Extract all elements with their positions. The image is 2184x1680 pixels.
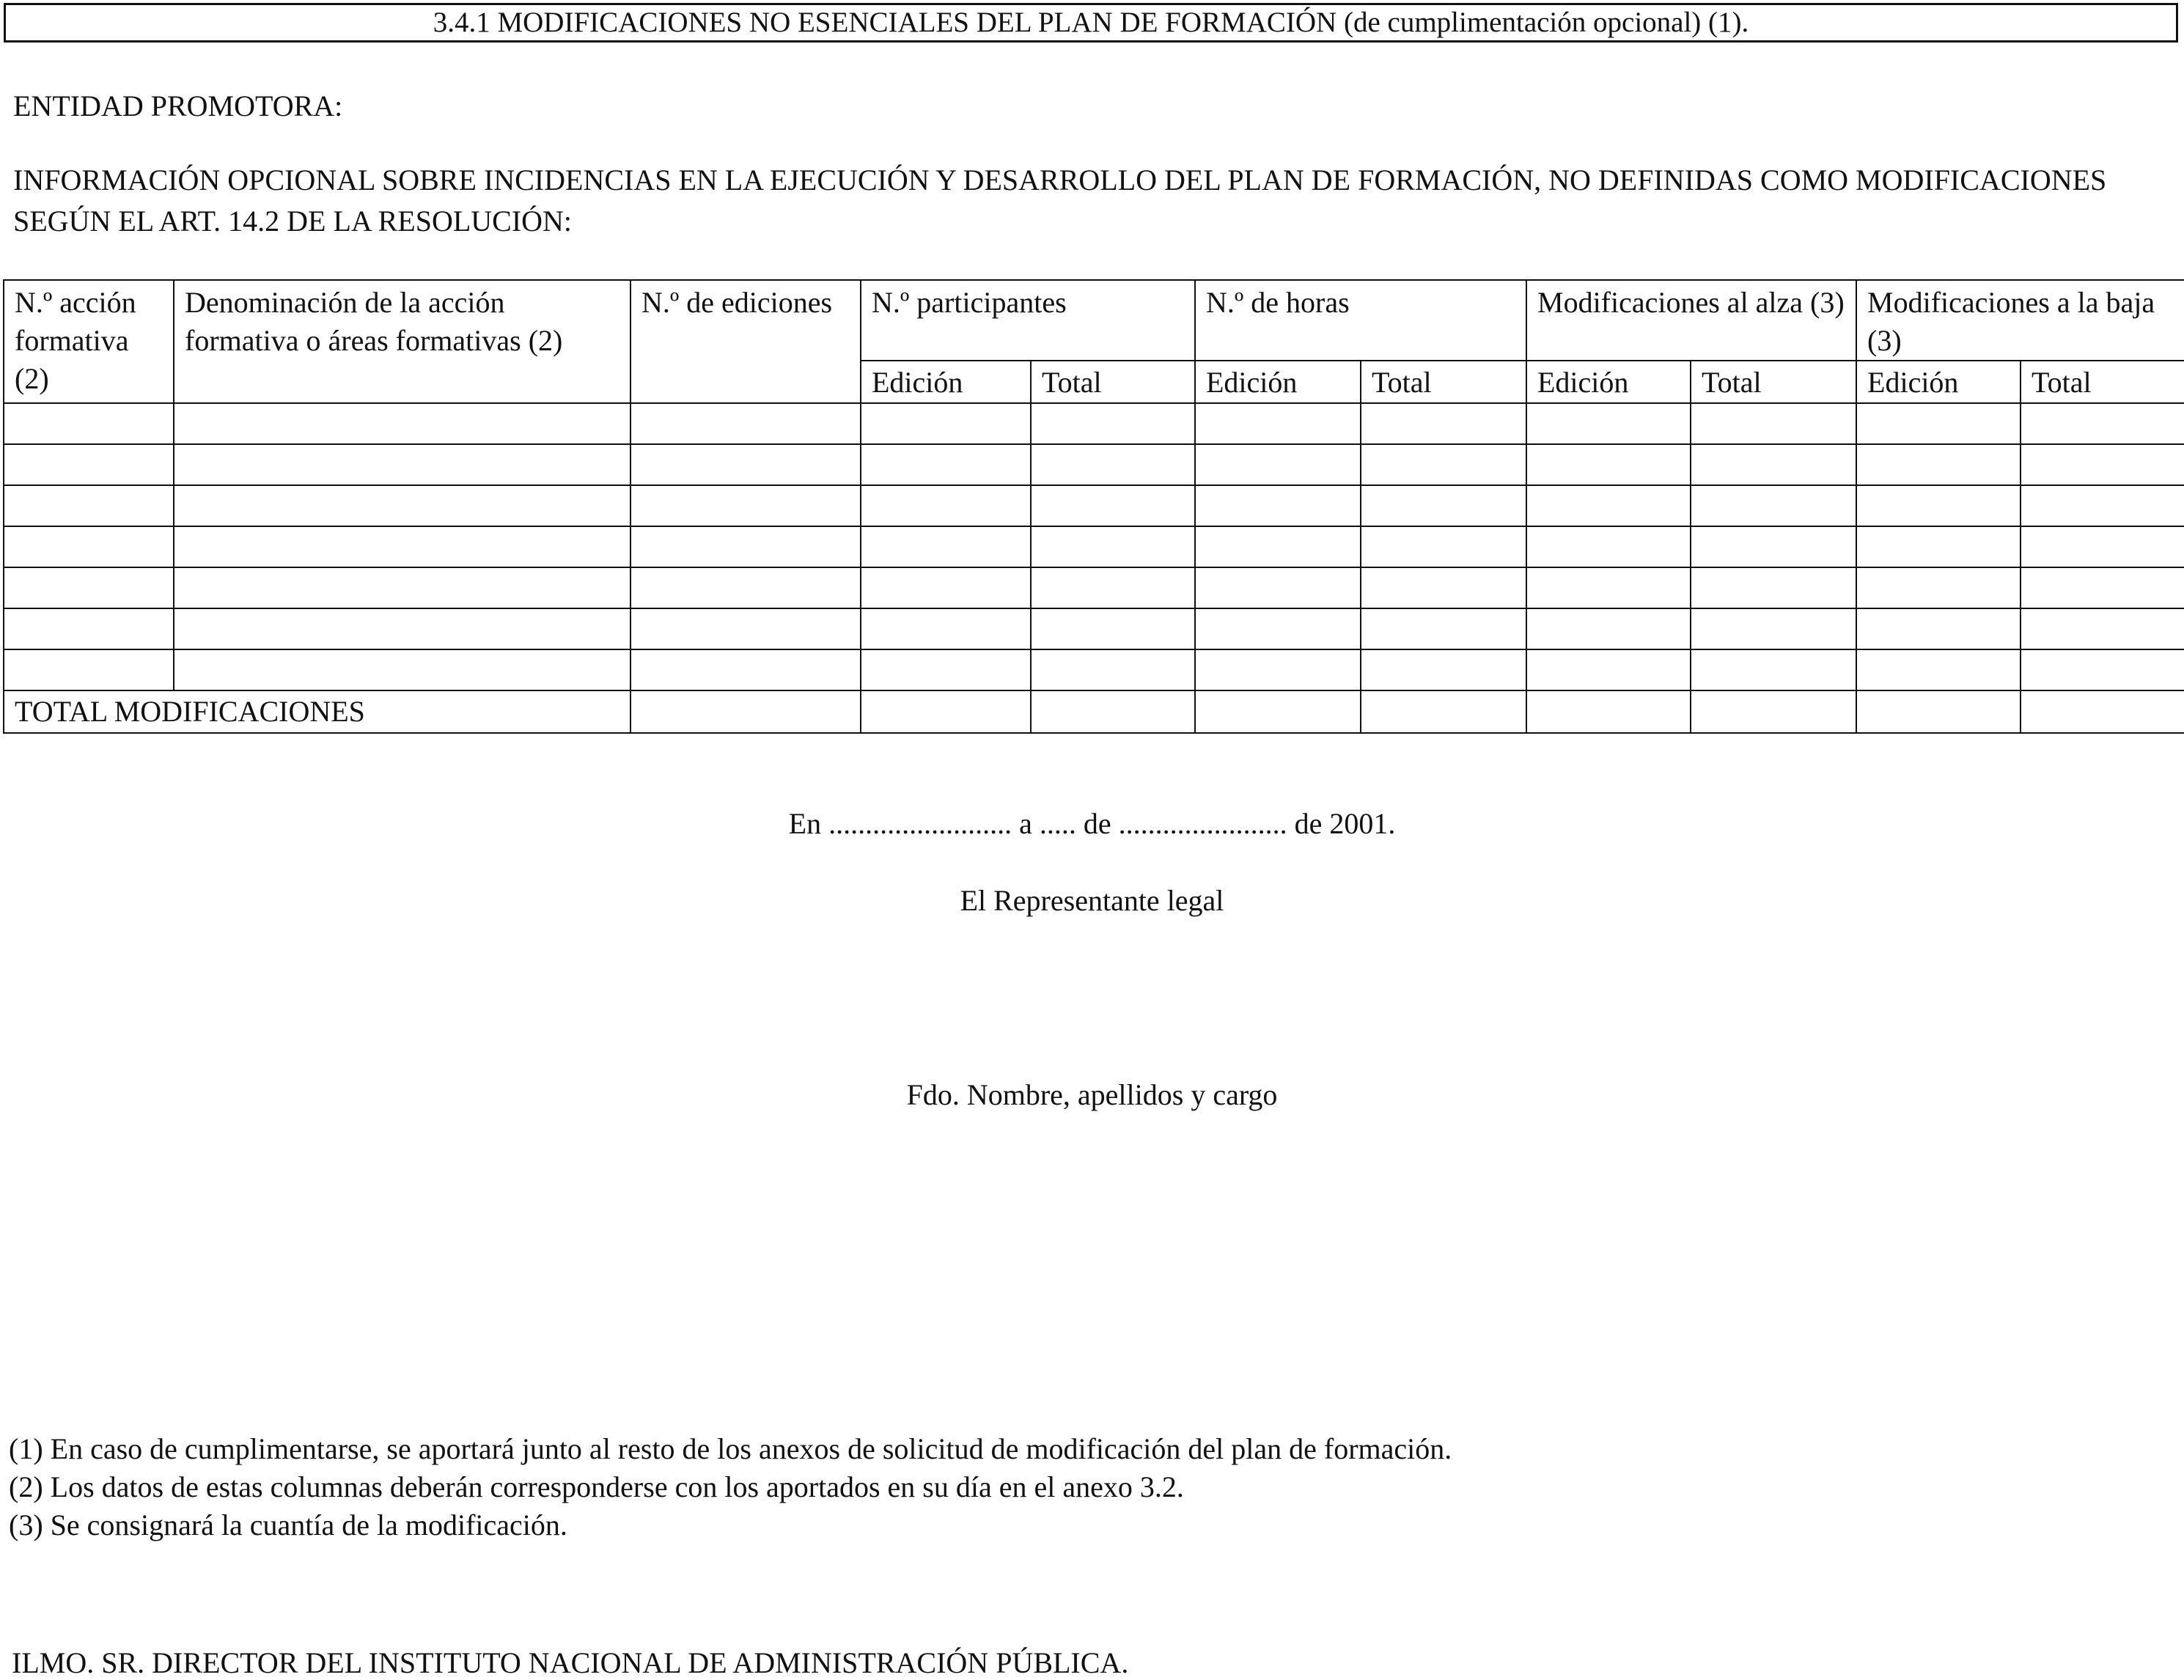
table-cell[interactable] <box>2021 526 2184 567</box>
header-participantes-label: N.º participantes <box>872 286 1067 319</box>
table-cell[interactable] <box>1526 485 1691 526</box>
table-cell[interactable] <box>1195 485 1361 526</box>
table-row <box>4 444 2184 485</box>
table-cell[interactable] <box>1856 485 2021 526</box>
table-cell[interactable] <box>1691 567 1856 608</box>
table-cell[interactable] <box>174 403 630 444</box>
sub-baja-edicion <box>1856 361 2021 403</box>
total-label-cell <box>4 690 630 733</box>
table-cell[interactable] <box>861 444 1031 485</box>
info-paragraph: INFORMACIÓN OPCIONAL SOBRE INCIDENCIAS EN LA EJECUCIÓN Y DESARROLLO DEL PLAN DE FORMACIÓN, NO DEFINIDAS COMO MODIFICACIONES SEGÚN EL ART. 14.2 DE LA RESOLUCIÓN: <box>13 163 2107 237</box>
table-cell[interactable] <box>1031 526 1195 567</box>
table-cell[interactable] <box>1526 403 1691 444</box>
table-row <box>4 567 2184 608</box>
table-cell[interactable] <box>1526 649 1691 690</box>
table-row <box>4 649 2184 690</box>
table-cell[interactable] <box>630 403 861 444</box>
table-cell[interactable] <box>630 526 861 567</box>
sub-participantes-total <box>1031 361 1195 403</box>
table-cell[interactable] <box>4 567 174 608</box>
table-cell[interactable] <box>1361 485 1526 526</box>
sub-edicion-label: Edición <box>1537 366 1629 399</box>
table-cell[interactable] <box>174 485 630 526</box>
total-label: TOTAL MODIFICACIONES <box>15 695 365 728</box>
table-row <box>4 526 2184 567</box>
table-cell[interactable] <box>1856 526 2021 567</box>
table-cell[interactable] <box>174 526 630 567</box>
table-cell[interactable] <box>1526 444 1691 485</box>
total-cell[interactable] <box>630 690 861 733</box>
table-cell[interactable] <box>1691 444 1856 485</box>
table-cell[interactable] <box>1031 567 1195 608</box>
sub-edicion-label: Edición <box>1206 366 1298 399</box>
header-horas-label: N.º de horas <box>1206 286 1350 319</box>
header-accion <box>4 280 174 403</box>
table-cell[interactable] <box>1031 608 1195 649</box>
table-cell[interactable] <box>1361 403 1526 444</box>
table-cell[interactable] <box>1361 444 1526 485</box>
table-cell[interactable] <box>1691 608 1856 649</box>
table-cell[interactable] <box>1691 649 1856 690</box>
table-row <box>4 608 2184 649</box>
footnote-2: (2) Los datos de estas columnas deberán corresponderse con los aportados en su día en el anexo 3.2. <box>9 1470 1184 1503</box>
header-baja <box>1856 280 2184 361</box>
legal-representative-label: El Representante legal <box>960 884 1224 917</box>
header-denominacion-label: Denominación de la acción formativa o áreas formativas (2) <box>185 286 563 357</box>
table-cell[interactable] <box>1856 403 2021 444</box>
total-row <box>4 690 2184 733</box>
table-cell[interactable] <box>174 444 630 485</box>
sub-total-label: Total <box>2032 366 2092 399</box>
table-cell[interactable] <box>4 403 174 444</box>
total-cell[interactable] <box>1361 690 1526 733</box>
total-cell[interactable] <box>1195 690 1361 733</box>
footnote-3: (3) Se consignará la cuantía de la modificación. <box>9 1508 567 1541</box>
header-alza <box>1526 280 1856 361</box>
table-cell[interactable] <box>2021 403 2184 444</box>
table-cell[interactable] <box>1195 567 1361 608</box>
table-row <box>4 403 2184 444</box>
table-cell[interactable] <box>1856 444 2021 485</box>
table-cell[interactable] <box>861 403 1031 444</box>
table-cell[interactable] <box>1031 485 1195 526</box>
sub-total-label: Total <box>1042 366 1102 399</box>
place-date-line: En ......................... a ..... de ....................... de 2001. <box>788 807 1396 840</box>
table-cell[interactable] <box>4 608 174 649</box>
sub-horas-edicion <box>1195 361 1361 403</box>
addressee: ILMO. SR. DIRECTOR DEL INSTITUTO NACIONAL DE ADMINISTRACIÓN PÚBLICA. <box>12 1646 1129 1679</box>
table-cell[interactable] <box>1195 444 1361 485</box>
table-cell[interactable] <box>1361 649 1526 690</box>
total-cell[interactable] <box>1691 690 1856 733</box>
total-cell[interactable] <box>1526 690 1691 733</box>
table-cell[interactable] <box>1195 403 1361 444</box>
table-cell[interactable] <box>1361 567 1526 608</box>
table-cell[interactable] <box>4 526 174 567</box>
table-cell[interactable] <box>2021 567 2184 608</box>
table-cell[interactable] <box>174 649 630 690</box>
table-cell[interactable] <box>1195 608 1361 649</box>
header-denominacion <box>174 280 630 403</box>
header-accion-label: N.º acción formativa (2) <box>15 286 136 395</box>
table-cell[interactable] <box>1031 649 1195 690</box>
total-cell[interactable] <box>861 690 1031 733</box>
sub-participantes-edicion <box>861 361 1031 403</box>
table-cell[interactable] <box>861 567 1031 608</box>
table-cell[interactable] <box>1361 526 1526 567</box>
table-cell[interactable] <box>630 444 861 485</box>
header-row <box>4 280 2184 361</box>
total-cell[interactable] <box>1031 690 1195 733</box>
table-cell[interactable] <box>4 649 174 690</box>
table-row <box>4 485 2184 526</box>
table-cell[interactable] <box>1526 608 1691 649</box>
table-cell[interactable] <box>1691 403 1856 444</box>
table-cell[interactable] <box>1031 403 1195 444</box>
sub-edicion-label: Edición <box>872 366 963 399</box>
table-cell[interactable] <box>861 649 1031 690</box>
table-cell[interactable] <box>1361 608 1526 649</box>
sub-baja-total <box>2021 361 2184 403</box>
table-cell[interactable] <box>1856 608 2021 649</box>
table-cell[interactable] <box>1526 567 1691 608</box>
table-cell[interactable] <box>2021 444 2184 485</box>
table-cell[interactable] <box>2021 608 2184 649</box>
header-participantes <box>861 280 1195 361</box>
signature-line: Fdo. Nombre, apellidos y cargo <box>906 1078 1278 1111</box>
entity-label: ENTIDAD PROMOTORA: <box>13 89 343 122</box>
header-ediciones <box>630 280 861 403</box>
header-horas <box>1195 280 1526 361</box>
table-cell[interactable] <box>1195 526 1361 567</box>
table-cell[interactable] <box>2021 485 2184 526</box>
table-cell[interactable] <box>1856 649 2021 690</box>
table-cell[interactable] <box>1031 444 1195 485</box>
header-baja-label: Modificaciones a la baja (3) <box>1867 286 2155 357</box>
sub-total-label: Total <box>1702 366 1762 399</box>
table-cell[interactable] <box>1691 526 1856 567</box>
table-cell[interactable] <box>1691 485 1856 526</box>
sub-horas-total <box>1361 361 1526 403</box>
section-title: 3.4.1 MODIFICACIONES NO ESENCIALES DEL PLAN DE FORMACIÓN (de cumplimentación opcional) (1). <box>4 3 2178 43</box>
table-cell[interactable] <box>174 608 630 649</box>
total-cell[interactable] <box>1856 690 2021 733</box>
modifications-table <box>3 279 2184 734</box>
table-cell[interactable] <box>1856 567 2021 608</box>
table-cell[interactable] <box>1526 526 1691 567</box>
footnote-1: (1) En caso de cumplimentarse, se aportará junto al resto de los anexos de solicitud de modificación del plan de formación. <box>9 1432 1452 1465</box>
sub-alza-edicion <box>1526 361 1691 403</box>
table-cell[interactable] <box>174 567 630 608</box>
sub-edicion-label: Edición <box>1867 366 1959 399</box>
table-cell[interactable] <box>861 526 1031 567</box>
table-cell[interactable] <box>630 485 861 526</box>
table-cell[interactable] <box>630 567 861 608</box>
header-alza-label: Modificaciones al alza (3) <box>1537 286 1845 319</box>
total-cell[interactable] <box>2021 690 2184 733</box>
table-cell[interactable] <box>2021 649 2184 690</box>
table-cell[interactable] <box>630 608 861 649</box>
header-ediciones-label: N.º de ediciones <box>641 286 833 319</box>
table-cell[interactable] <box>1195 649 1361 690</box>
sub-alza-total <box>1691 361 1856 403</box>
sub-total-label: Total <box>1372 366 1432 399</box>
table-cell[interactable] <box>4 444 174 485</box>
table-cell[interactable] <box>4 485 174 526</box>
table-cell[interactable] <box>630 649 861 690</box>
table-cell[interactable] <box>861 608 1031 649</box>
table-cell[interactable] <box>861 485 1031 526</box>
